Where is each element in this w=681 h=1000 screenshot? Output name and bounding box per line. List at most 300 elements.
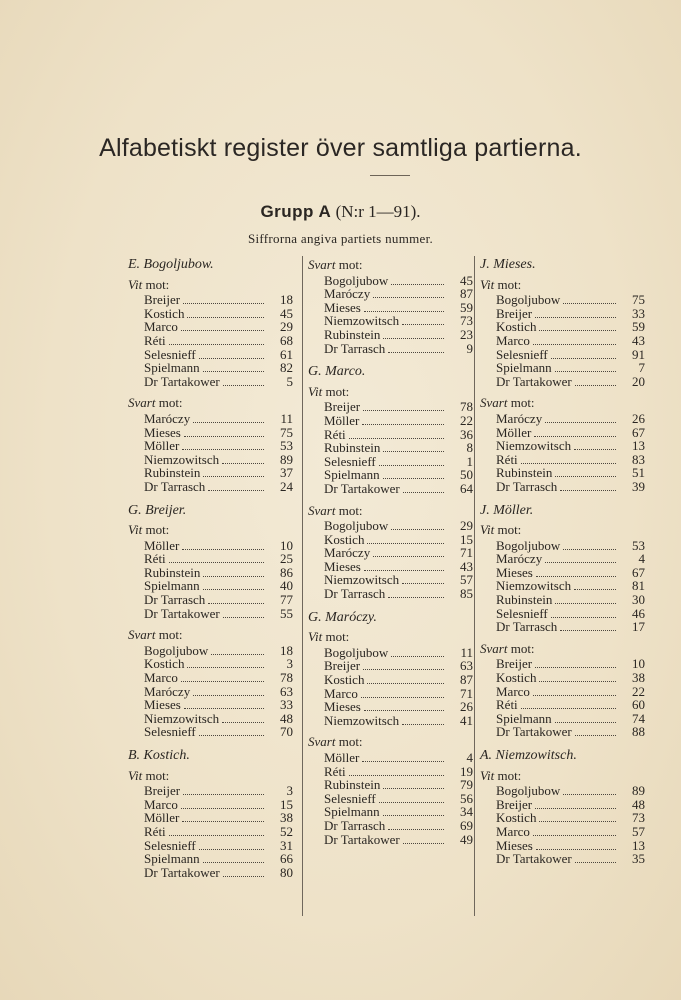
register-entry [480, 657, 645, 671]
dot-leader [203, 362, 264, 372]
opponent-name: Réti [144, 332, 166, 348]
section-heading [128, 628, 293, 642]
register-entry [128, 466, 293, 480]
register-entry [128, 712, 293, 726]
player-block [480, 749, 645, 866]
dot-leader [211, 645, 264, 655]
game-number: 30 [632, 592, 645, 608]
opponent-name: Möller [324, 412, 360, 428]
game-number: 9 [466, 340, 473, 356]
register-entry [308, 714, 473, 728]
game-number: 53 [280, 438, 293, 454]
game-number: 7 [638, 360, 645, 376]
dot-leader [402, 715, 444, 725]
register-entry [480, 698, 645, 712]
register-entry [128, 412, 293, 426]
game-number: 68 [280, 332, 293, 348]
game-number: 43 [632, 332, 645, 348]
dot-leader [535, 658, 616, 668]
game-number: 43 [460, 558, 473, 574]
color-label: Vit [128, 276, 143, 292]
game-number: 59 [460, 299, 473, 315]
opponent-name: Maróczy [144, 410, 191, 426]
register-entry [128, 685, 293, 699]
game-number: 15 [460, 531, 473, 547]
player-heading: G. Maróczy. [308, 609, 377, 625]
game-number: 71 [460, 545, 473, 561]
register-entry [308, 819, 473, 833]
dot-leader [545, 413, 616, 423]
opponent-name: Spielmann [324, 467, 380, 483]
dot-leader [551, 349, 616, 359]
opponent-name: Breijer [324, 399, 361, 415]
opponent-name: Niemzowitsch [324, 572, 400, 588]
register-entry [480, 293, 645, 307]
opponent-name: Spielmann [144, 360, 200, 376]
dot-leader [181, 321, 264, 331]
color-section [308, 630, 473, 727]
game-number: 80 [280, 864, 293, 880]
dot-leader [199, 726, 264, 736]
color-label: Svart [480, 640, 508, 656]
section-suffix: mot: [335, 734, 363, 750]
game-number: 19 [460, 763, 473, 779]
section-heading [480, 278, 645, 292]
register-entry [480, 439, 645, 453]
game-number: 45 [280, 305, 293, 321]
dot-leader [187, 308, 264, 318]
opponent-name: Mieses [496, 837, 533, 853]
register-entry [128, 307, 293, 321]
register-entry [128, 320, 293, 334]
game-number: 38 [632, 670, 645, 686]
game-number: 87 [460, 286, 473, 302]
register-entry [480, 480, 645, 494]
dot-leader [182, 812, 264, 822]
game-number: 22 [460, 412, 473, 428]
section-suffix: mot: [322, 383, 350, 399]
game-number: 57 [632, 823, 645, 839]
opponent-name: Selesnieff [324, 790, 376, 806]
register-entry [128, 426, 293, 440]
section-heading [480, 769, 645, 783]
opponent-name: Dr Tartakower [144, 373, 220, 389]
dot-leader [182, 540, 264, 550]
game-number: 48 [280, 710, 293, 726]
opponent-name: Möller [496, 424, 532, 440]
dot-leader [193, 686, 264, 696]
dot-leader [367, 534, 444, 544]
game-number: 83 [632, 451, 645, 467]
game-number: 75 [632, 292, 645, 308]
opponent-name: Maróczy [324, 545, 371, 561]
opponent-name: Selesnieff [144, 346, 196, 362]
register-entry [128, 825, 293, 839]
dot-leader [203, 567, 264, 577]
opponent-name: Breijer [324, 658, 361, 674]
color-section [128, 396, 293, 493]
game-number: 52 [280, 823, 293, 839]
color-label: Svart [308, 734, 336, 750]
opponent-name: Kostich [144, 656, 185, 672]
register-entry [128, 439, 293, 453]
game-number: 37 [280, 465, 293, 481]
section-suffix: mot: [335, 257, 363, 272]
register-entry [308, 587, 473, 601]
dot-leader [563, 785, 616, 795]
section-suffix: mot: [155, 627, 183, 643]
game-number: 61 [280, 346, 293, 362]
dot-leader [402, 315, 444, 325]
game-number: 55 [280, 605, 293, 621]
game-number: 74 [632, 710, 645, 726]
register-entry [308, 455, 473, 469]
register-entry [128, 348, 293, 362]
register-entry [480, 712, 645, 726]
game-number: 5 [286, 373, 293, 389]
dot-leader [193, 413, 264, 423]
register-entry [128, 579, 293, 593]
dot-leader [383, 806, 444, 816]
dot-leader [183, 294, 264, 304]
dot-leader [183, 785, 264, 795]
opponent-name: Mieses [324, 699, 361, 715]
opponent-name: Réti [324, 426, 346, 442]
color-section [128, 769, 293, 880]
opponent-name: Marco [324, 685, 358, 701]
opponent-name: Breijer [144, 292, 181, 308]
opponent-name: Selesnieff [496, 346, 548, 362]
color-label: Svart [128, 395, 156, 411]
register-entry [480, 539, 645, 553]
opponent-name: Kostich [144, 305, 185, 321]
dot-leader [521, 699, 616, 709]
game-number: 78 [460, 399, 473, 415]
opponent-name: Mieses [324, 558, 361, 574]
register-entry [308, 778, 473, 792]
opponent-name: Marco [144, 796, 178, 812]
section-suffix: mot: [142, 522, 170, 538]
game-number: 48 [632, 796, 645, 812]
player-block [128, 258, 293, 494]
dot-leader [184, 699, 264, 709]
section-suffix: mot: [155, 395, 183, 411]
dot-leader [575, 726, 616, 736]
opponent-name: Rubinstein [324, 440, 381, 456]
color-section [480, 278, 645, 389]
opponent-name: Breijer [496, 305, 533, 321]
register-entry [308, 646, 473, 660]
player-block [128, 749, 293, 879]
dot-leader [373, 288, 444, 298]
color-label: Vit [308, 383, 323, 399]
opponent-name: Spielmann [496, 710, 552, 726]
dot-leader [208, 594, 264, 604]
dot-leader [349, 766, 444, 776]
column-divider [302, 256, 303, 916]
game-number: 89 [632, 783, 645, 799]
section-heading [128, 278, 293, 292]
color-label: Vit [480, 522, 495, 538]
game-number: 63 [280, 683, 293, 699]
game-number: 79 [460, 777, 473, 793]
opponent-name: Niemzowitsch [144, 710, 220, 726]
register-entry [128, 552, 293, 566]
opponent-name: Réti [496, 697, 518, 713]
game-number: 22 [632, 683, 645, 699]
opponent-name: Niemzowitsch [324, 313, 400, 329]
register-entry [308, 428, 473, 442]
dot-leader [539, 672, 616, 682]
game-number: 15 [280, 796, 293, 812]
section-suffix: mot: [494, 276, 522, 292]
opponent-name: Marco [144, 319, 178, 335]
register-entry [128, 361, 293, 375]
game-number: 20 [632, 373, 645, 389]
register-entry [128, 453, 293, 467]
dot-leader [403, 834, 444, 844]
game-number: 18 [280, 642, 293, 658]
dot-leader [199, 840, 264, 850]
player-heading: A. Niemzowitsch. [480, 748, 577, 763]
dot-leader [391, 647, 444, 657]
game-number: 87 [460, 672, 473, 688]
game-number: 51 [632, 465, 645, 481]
opponent-name: Bogoljubow [496, 783, 561, 799]
dot-leader [391, 520, 444, 530]
opponent-name: Rubinstein [496, 465, 553, 481]
game-number: 73 [632, 810, 645, 826]
opponent-name: Kostich [496, 670, 537, 686]
register-entry [128, 334, 293, 348]
opponent-name: Selesnieff [324, 453, 376, 469]
color-label: Svart [480, 395, 508, 411]
game-number: 18 [280, 292, 293, 308]
opponent-name: Dr Tarrasch [144, 478, 206, 494]
register-entry [128, 671, 293, 685]
column-divider [474, 256, 475, 916]
game-number: 85 [460, 586, 473, 602]
register-entry [308, 482, 473, 496]
register-column-3 [480, 258, 645, 876]
register-entry [308, 328, 473, 342]
opponent-name: Maróczy [496, 551, 543, 567]
game-number: 66 [280, 851, 293, 867]
dot-leader [533, 686, 616, 696]
color-label: Vit [128, 767, 143, 783]
dot-leader [391, 275, 444, 285]
game-number: 29 [280, 319, 293, 335]
register-entry [308, 414, 473, 428]
color-section [128, 628, 293, 739]
register-column-1 [128, 258, 293, 889]
game-number: 40 [280, 578, 293, 594]
dot-leader [362, 415, 444, 425]
register-entry [480, 466, 645, 480]
opponent-name: Niemzowitsch [324, 712, 400, 728]
color-label: Vit [480, 767, 495, 783]
dot-leader [208, 481, 264, 491]
opponent-name: Niemzowitsch [496, 578, 572, 594]
game-number: 53 [632, 537, 645, 553]
dot-leader [388, 588, 444, 598]
section-suffix: mot: [494, 522, 522, 538]
register-entry [480, 348, 645, 362]
group-label: Grupp A [260, 202, 332, 221]
register-entry [308, 441, 473, 455]
opponent-name: Spielmann [144, 851, 200, 867]
game-number: 10 [632, 656, 645, 672]
game-number: 78 [280, 670, 293, 686]
game-number: 81 [632, 578, 645, 594]
game-number: 25 [280, 551, 293, 567]
register-entry [128, 644, 293, 658]
game-number: 45 [460, 272, 473, 288]
section-suffix: mot: [142, 767, 170, 783]
register-entry [308, 274, 473, 288]
decorative-rule [370, 175, 410, 176]
dot-leader [223, 867, 264, 877]
game-number: 71 [460, 685, 473, 701]
opponent-name: Bogoljubow [324, 272, 389, 288]
opponent-name: Spielmann [144, 578, 200, 594]
register-entry [480, 307, 645, 321]
color-label: Vit [128, 522, 143, 538]
color-section [308, 735, 473, 846]
player-block [308, 365, 473, 601]
game-number: 60 [632, 697, 645, 713]
color-section [480, 769, 645, 866]
register-entry [308, 673, 473, 687]
opponent-name: Réti [144, 823, 166, 839]
game-number: 4 [466, 750, 473, 765]
opponent-name: Mieses [324, 299, 361, 315]
color-section [480, 642, 645, 739]
register-entry [128, 593, 293, 607]
section-heading [480, 396, 645, 410]
register-entry [480, 825, 645, 839]
game-number: 75 [280, 424, 293, 440]
opponent-name: Kostich [496, 810, 537, 826]
register-entry [480, 412, 645, 426]
register-entry [480, 839, 645, 853]
dot-leader [361, 688, 444, 698]
opponent-name: Dr Tartakower [324, 831, 400, 847]
game-number: 26 [632, 410, 645, 426]
section-heading [128, 769, 293, 783]
game-number: 38 [280, 810, 293, 826]
dot-leader [364, 701, 444, 711]
opponent-name: Réti [324, 763, 346, 779]
game-number: 56 [460, 790, 473, 806]
register-entry [480, 566, 645, 580]
opponent-name: Réti [144, 551, 166, 567]
color-section [308, 258, 473, 355]
register-entry [308, 751, 473, 765]
register-entry [308, 519, 473, 533]
player-block [128, 504, 293, 740]
register-entry [480, 798, 645, 812]
opponent-name: Maróczy [144, 683, 191, 699]
opponent-name: Selesnieff [144, 837, 196, 853]
register-entry [480, 607, 645, 621]
register-entry [480, 852, 645, 866]
register-entry [128, 375, 293, 389]
opponent-name: Bogoljubow [496, 537, 561, 553]
dot-leader [555, 594, 616, 604]
opponent-name: Rubinstein [324, 326, 381, 342]
dot-leader [521, 454, 616, 464]
game-number: 89 [280, 451, 293, 467]
section-heading [308, 385, 473, 399]
dot-leader [223, 608, 264, 618]
game-number: 11 [460, 644, 473, 660]
section-suffix: mot: [507, 395, 535, 411]
dot-leader [402, 574, 444, 584]
opponent-name: Breijer [496, 656, 533, 672]
register-entry [480, 620, 645, 634]
register-entry [480, 579, 645, 593]
register-entry [128, 798, 293, 812]
opponent-name: Marco [144, 670, 178, 686]
register-entry [128, 607, 293, 621]
game-number: 82 [280, 360, 293, 376]
dot-leader [574, 440, 616, 450]
dot-leader [535, 308, 616, 318]
game-number: 46 [632, 605, 645, 621]
opponent-name: Dr Tartakower [144, 605, 220, 621]
game-number: 69 [460, 817, 473, 833]
game-number: 59 [632, 319, 645, 335]
opponent-name: Mieses [144, 424, 181, 440]
register-column-2 [308, 258, 473, 856]
register-entry [308, 287, 473, 301]
dot-leader [364, 561, 444, 571]
group-heading [0, 202, 681, 222]
dot-leader [364, 302, 444, 312]
game-number: 17 [632, 619, 645, 635]
opponent-name: Rubinstein [144, 564, 201, 580]
dot-leader [181, 799, 264, 809]
player-heading: G. Marco. [308, 364, 366, 380]
opponent-name: Dr Tartakower [496, 373, 572, 389]
section-heading [480, 523, 645, 537]
dot-leader [533, 826, 616, 836]
register-entry [308, 805, 473, 819]
game-number: 4 [638, 551, 645, 567]
game-number: 34 [460, 804, 473, 820]
player-heading: J. Möller. [480, 502, 534, 518]
dot-leader [349, 429, 444, 439]
opponent-name: Niemzowitsch [496, 438, 572, 454]
color-section [128, 523, 293, 620]
section-heading [308, 630, 473, 644]
game-number: 39 [632, 478, 645, 494]
player-heading: B. Kostich. [128, 748, 190, 763]
color-section [480, 523, 645, 634]
register-entry [308, 659, 473, 673]
opponent-name: Dr Tarrasch [324, 586, 386, 602]
dot-leader [383, 442, 444, 452]
register-entry [128, 725, 293, 739]
color-section [308, 504, 473, 601]
game-number: 31 [280, 837, 293, 853]
game-number: 3 [286, 656, 293, 672]
register-entry [480, 725, 645, 739]
game-number: 33 [280, 697, 293, 713]
opponent-name: Marco [496, 823, 530, 839]
opponent-name: Rubinstein [324, 777, 381, 793]
